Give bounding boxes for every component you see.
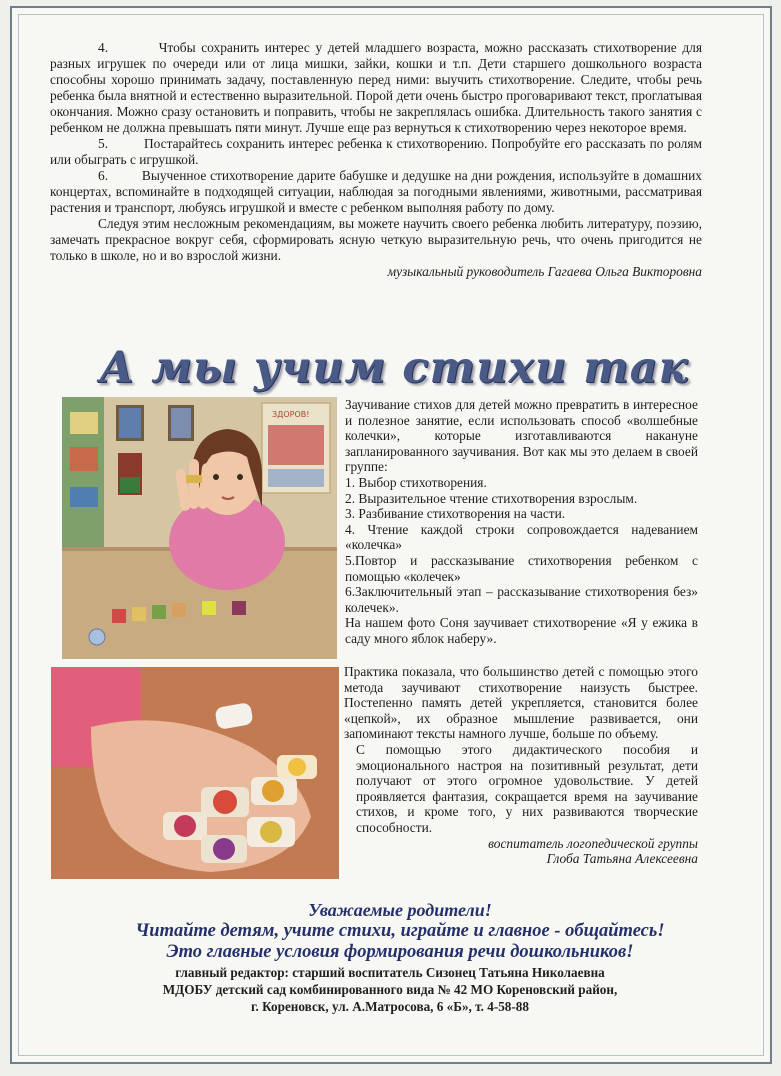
- intro-paragraph-6: 6. Выученное стихотворение дарите бабушке и дедушке на дни рождения, используйте в домашних концертах, вспоминайте в подходящей ситуации, наблюдая за погодными явлениями, животными, рассматривая растения и транспорт, любуясь игрушкой и вместе с ребенком выполняя работу по дому.: [50, 168, 702, 215]
- method-intro: Заучивание стихов для детей можно превратить в интересное и полезное занятие, если использовать способ «волшебные колечки», которые изготавливаются накануне запланированного заучивания. Вот как мы это делаем в своей группе:: [345, 397, 698, 475]
- footer-credits: [110, 964, 670, 1015]
- results-signature-name: Глоба Татьяна Алексеевна: [546, 851, 698, 867]
- closing-line-3: Это главные условия формирования речи дошкольников!: [166, 942, 634, 962]
- method-column: [345, 397, 698, 647]
- photo-hand-illustration: [51, 667, 339, 879]
- intro-paragraph-4: 4. Чтобы сохранить интерес у детей младшего возраста, можно рассказать стихотворение для разных игрушек по очереди или от лица мишки, зайки, кошки и т.п. Дети старшего дошкольного возраста способны хорошо принимать задачу, поставленную перед ними: выучить стихотворение. Следите, чтобы речь ребенка была внятной и естественно выразительной. Порой дети очень быстро проговаривают текст, проглатывая окончания. Можно сразу остановить и поправить, чтобы не закреплялась ошибка. Длительность такого занятия с ребенком не должна превышать пяти минут. Лучше еще раз вернуться к стихотворению через некоторое время.: [50, 40, 702, 135]
- intro-signature: музыкальный руководитель Гагаева Ольга Викторовна: [387, 264, 702, 279]
- footer-institution: МДОБУ детский сад комбинированного вида № 42 МО Кореновский район,: [162, 982, 618, 997]
- method-step-2: 2. Выразительное чтение стихотворения взрослым.: [345, 490, 638, 506]
- photo-girl-with-rings: [62, 397, 337, 659]
- results-signature-role: воспитатель логопедической группы: [488, 835, 698, 851]
- poster-text: ЗДОРОВ!: [272, 410, 310, 419]
- method-step-1: 1. Выбор стихотворения.: [345, 474, 487, 490]
- footer-editor: главный редактор: старший воспитатель Сизонец Татьяна Николаевна: [175, 965, 605, 980]
- section-title: А мы учим стихи так: [99, 343, 689, 393]
- results-lead: Практика показала, что большинство детей с помощью этого метода заучивают стихотворение наизусть быстрее. Постепенно память детей укрепляется, становится более «цепкой», их образное мышление развивается, они запоминают тексты намного лучше, больше по объему.: [344, 664, 698, 742]
- method-step-3: 3. Разбивание стихотворения на части.: [345, 506, 566, 522]
- closing-line-1: Уважаемые родители!: [308, 900, 492, 920]
- intro-conclusion: Следуя этим несложным рекомендациям, вы можете научить своего ребенка любить литературу, поэзию, замечать прекрасное вокруг себя, сформировать ясную четкую выразительную речь, что очень пригодится не только в школе, но и во взрослой жизни.: [50, 216, 702, 263]
- method-photo-caption: На нашем фото Соня заучивает стихотворение «Я у ежика в саду много яблок наберу».: [345, 615, 698, 646]
- results-body: С помощью этого дидактического пособия и эмоционального настроя на позитивный результат, дети получают от этого огромное удовольствие. У детей проявляется фантазия, сокращается время на заучивание стихов, и кроме того, у них развиваются творческие способности.: [356, 741, 698, 835]
- closing-message: [90, 900, 710, 963]
- method-step-4: 4. Чтение каждой строки сопровождается надеванием «колечка»: [345, 521, 698, 553]
- intro-paragraph-5: 5. Постарайтесь сохранить интерес ребенка к стихотворению. Попробуйте его рассказать по ролям или обыграть с игрушкой.: [50, 136, 702, 167]
- photo-girl-illustration: [62, 397, 337, 659]
- photo-hand-with-rings: [51, 667, 339, 879]
- intro-section: [50, 40, 702, 280]
- results-column: [344, 664, 698, 867]
- footer-address: г. Кореновск, ул. А.Матросова, 6 «Б», т. 4-58-88: [251, 999, 529, 1014]
- closing-line-2: Читайте детям, учите стихи, играйте и главное - общайтесь!: [135, 921, 665, 941]
- method-step-5: 5.Повтор и рассказывание стихотворения ребенком с помощью «колечек»: [345, 552, 698, 584]
- method-step-6: 6.Заключительный этап – рассказывание стихотворения без» колечек».: [345, 584, 698, 615]
